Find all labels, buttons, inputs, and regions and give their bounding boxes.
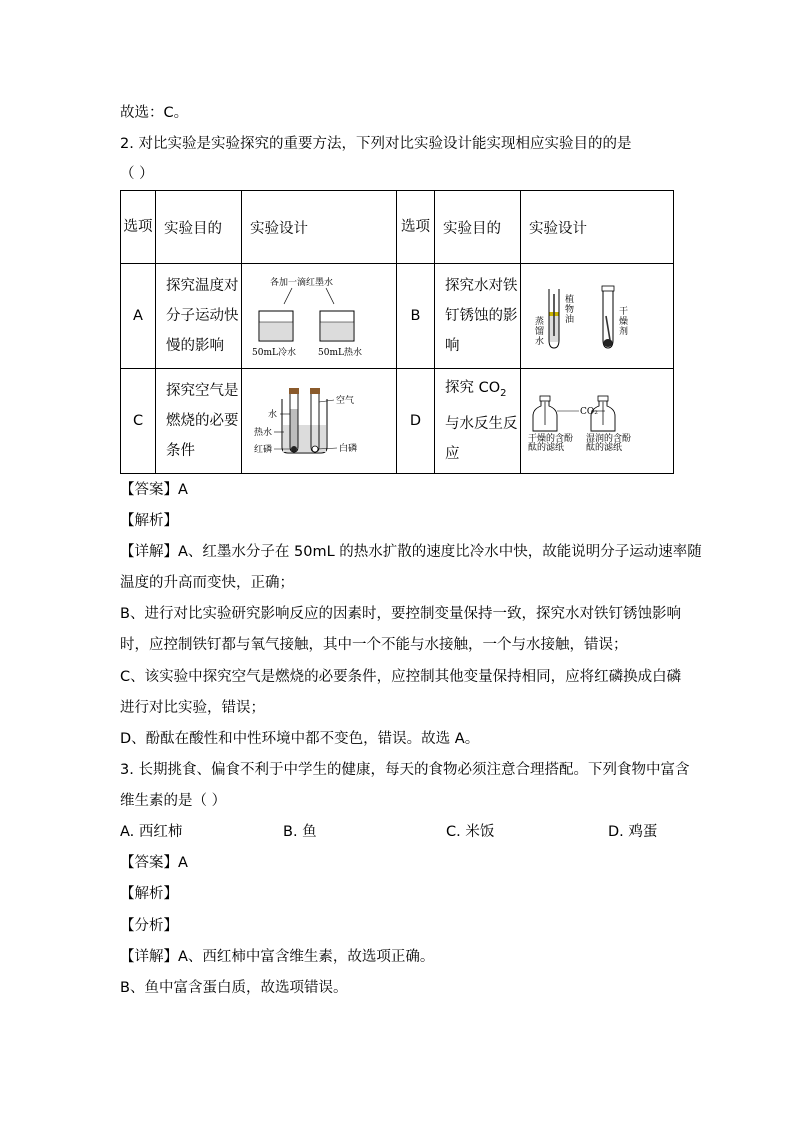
q3-option-d: D. 鸡蛋: [608, 824, 658, 840]
option-d-label: D: [397, 369, 435, 474]
phosphorus-diagram: [242, 369, 397, 474]
fig-a-cold-label: 50mL冷水: [252, 348, 296, 358]
fig-b-water-label: 蒸馏水: [535, 317, 545, 347]
q2-answer: 【答案】A: [120, 482, 188, 498]
option-a-label: A: [121, 264, 156, 369]
fig-d-wet-paper-label: 湿润的含酚酞的滤纸: [586, 434, 632, 453]
header-goal-left: 实验目的: [156, 191, 242, 264]
option-d-figure: [521, 369, 674, 474]
option-b-goal: 探究水对铁钉锈蚀的影响: [435, 264, 521, 369]
header-design-right: 实验设计: [521, 191, 674, 264]
table-row: [121, 264, 674, 369]
q3-option-a: A. 西红柿: [120, 824, 183, 840]
q3-stem-line-2: 维生素的是（ ）: [120, 793, 227, 809]
fig-c-red-p-label: 红磷: [254, 445, 273, 455]
table-header-row: [121, 191, 674, 264]
option-c-figure: [242, 369, 397, 474]
q2-detail-line-5: C、该实验中探究空气是燃烧的必要条件，应控制其他变量保持相同，应将红磷换成白磷: [120, 669, 682, 685]
q2-detail-line-3: B、进行对比实验研究影响反应的因素时，要控制变量保持一致，探究水对铁钉锈蚀影响: [120, 606, 681, 622]
fig-d-dry-paper-label: 干燥的含酚酞的滤纸: [528, 434, 574, 453]
option-b-figure: [521, 264, 674, 369]
header-goal-right: 实验目的: [435, 191, 521, 264]
option-d-goal: 探究 $CO_2$ 与水反生反应: [435, 369, 521, 474]
q3-stem-line-1: 3. 长期挑食、偏食不利于中学生的健康，每天的食物必须注意合理搭配。下列食物中富含: [120, 762, 690, 778]
q2-answer-paren: （ ）: [120, 166, 154, 182]
q3-analysis-heading: 【解析】: [120, 886, 178, 902]
q3-fenxi-heading: 【分析】: [120, 918, 178, 934]
q3-option-b: B. 鱼: [283, 824, 317, 840]
fig-a-top-label: 各加一滴红墨水: [270, 278, 334, 288]
option-a-figure: [242, 264, 397, 369]
q2-detail-line-1: 【详解】A、红墨水分子在 50mL 的热水扩散的速度比冷水中快，故能说明分子运动速率随: [120, 544, 702, 560]
previous-answer: 故选：C。: [120, 105, 189, 121]
option-c-label: C: [121, 369, 156, 474]
q3-option-c: C. 米饭: [446, 824, 495, 840]
q2-detail-line-6: 进行对比实验，错误；: [120, 700, 265, 716]
svg-text:植物油: 植物油: [565, 295, 575, 325]
header-option-right: 选项: [397, 191, 435, 264]
q2-experiment-table: [120, 190, 674, 474]
q2-detail-line-7: D、酚酞在酸性和中性环境中都不变色，错误。故选 A。: [120, 731, 480, 747]
fig-c-hot-water-label: 热水: [254, 428, 273, 438]
q2-detail-line-2: 温度的升高而变快，正确；: [120, 575, 294, 591]
fig-c-water-label: 水: [268, 410, 278, 420]
q3-answer: 【答案】A: [120, 855, 188, 871]
fig-d-co2-label: CO₂: [580, 407, 598, 417]
q2-stem: 2. 对比实验是实验探究的重要方法，下列对比实验设计能实现相应实验目的的是: [120, 136, 632, 152]
option-c-goal: 探究空气是燃烧的必要条件: [156, 369, 242, 474]
table-row: [121, 369, 674, 474]
header-design-left: 实验设计: [242, 191, 397, 264]
beakers-diagram: [242, 264, 397, 369]
header-option-left: 选项: [121, 191, 156, 264]
q3-detail-line-1: 【详解】A、西红柿中富含维生素，故选项正确。: [120, 949, 435, 965]
fig-c-white-p-label: 白磷: [339, 444, 358, 454]
q2-analysis-heading: 【解析】: [120, 513, 178, 529]
fig-c-air-label: 空气: [336, 396, 355, 406]
q3-detail-line-2: B、鱼中富含蛋白质，故选项错误。: [120, 980, 348, 996]
fig-a-hot-label: 50mL热水: [318, 348, 362, 358]
test-tubes-diagram: [521, 264, 674, 369]
svg-text:干燥剂: 干燥剂: [619, 307, 629, 337]
jars-diagram: [521, 369, 674, 474]
option-b-label: B: [397, 264, 435, 369]
q2-detail-line-4: 时，应控制铁钉都与氧气接触，其中一个不能与水接触，一个与水接触，错误；: [120, 637, 628, 653]
option-a-goal: 探究温度对分子运动快慢的影响: [156, 264, 242, 369]
